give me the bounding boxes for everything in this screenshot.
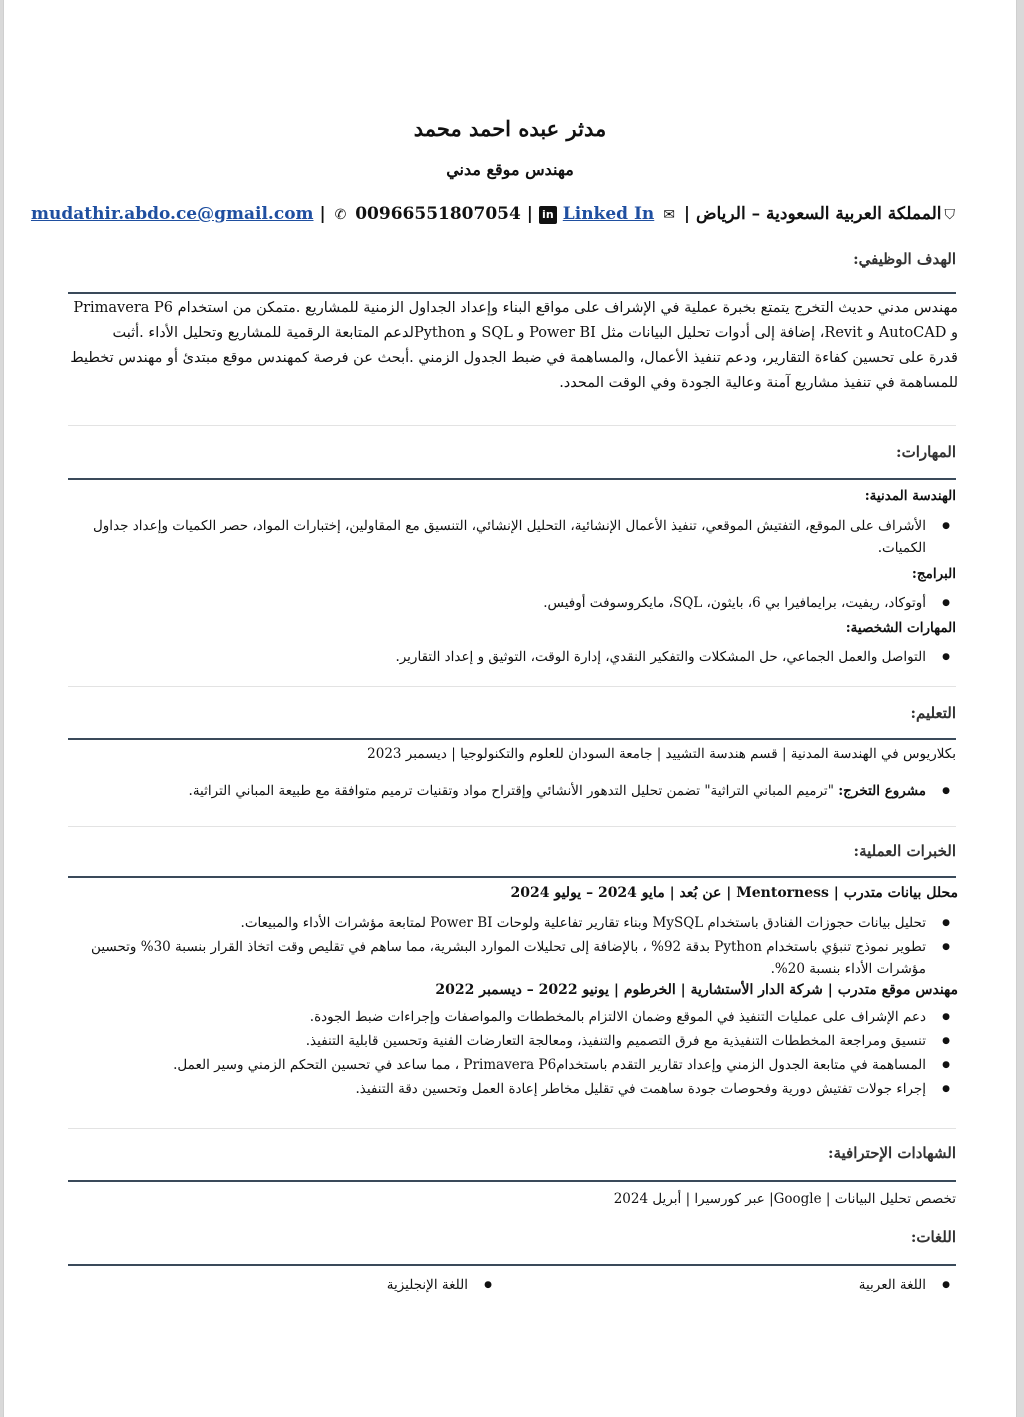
phone-icon: ✆ <box>334 206 347 223</box>
objective-text: مهندس مدني حديث التخرج يتمتع بخبرة عملية في الإشراف على مواقع البناء وإعداد الجداول الزمنية للمشاريع .متمكن من استخدام Primavera P6 و AutoCAD و Revit، إضافة إلى أدوات تحليل البيانات مثل Power BI و SQL و Pythonلدعم المتابعة الرقمية للمشاريع وتحليل الأداء .أثبت قدرة على تحسين كفاءة التقارير، ودعم تنفيذ الأعمال، والمساهمة في ضبط الجدول الزمني .أبحث عن فرصة كمهندس موقع مبتدئ أو مهندس تخطيط للمساهمة في تنفيذ مشاريع آمنة وعالية الجودة وفي الوقت المحدد. <box>70 300 958 391</box>
certifications-heading: الشهادات الإحترافية: <box>827 1144 956 1162</box>
list-item: ● تطوير نموذج تنبؤي باستخدام Python بدقة 92% ، بالإضافة إلى تحليلات الموارد البشرية، مما ساهم في تقليص وقت اتخاذ القرار بنسبة 30% وتحسين مؤشرات الأداء بنسبة 20%. <box>74 936 954 980</box>
divider <box>68 686 956 687</box>
candidate-title: مهندس موقع مدني <box>446 160 574 179</box>
project-text: "ترميم المباني التراثية" تضمن تحليل التدهور الأنشائي وإقتراح مواد وتقنيات ترميم متوافقة مع طبيعة المباني التراثية. <box>188 783 834 799</box>
mail-icon: ✉ <box>663 206 675 223</box>
linkedin-link[interactable]: Linked In <box>562 204 655 224</box>
personal-subheading: المهارات الشخصية: <box>845 620 956 636</box>
experience-heading: الخبرات العملية: <box>853 842 956 860</box>
list-item: ● دعم الإشراف على عمليات التنفيذ في الموقع وضمان الالتزام بالمخططات والمواصفات وإجراءات ضبط الجودة. <box>74 1006 954 1028</box>
list-item: ● تنسيق ومراجعة المخططات التنفيذية مع فرق التصميم والتنفيذ، ومعالجة التعارضات الفنية وتحسين قابلية التنفيذ. <box>74 1030 954 1052</box>
location-icon: ⛉ <box>944 206 955 223</box>
divider <box>68 738 956 740</box>
divider <box>68 292 956 294</box>
certification-item: تخصص تحليل البيانات | Google| عبر كورسيرا | أبريل 2024 <box>613 1191 956 1207</box>
list-item: ● تحليل بيانات حجوزات الفنادق باستخدام MySQL وبناء تقارير تفاعلية ولوحات Power BI لمتابعة مؤشرات الأداء والمبيعات. <box>74 912 954 934</box>
list-item <box>74 780 954 802</box>
divider <box>68 1264 956 1266</box>
list-item: ● الأشراف على الموقع، التفتيش الموقعي، تنفيذ الأعمال الإنشائية، التحليل الإنشائي، التنسيق مع المقاولين، إختبارات المواد، حصر الكميات وإعداد جداول الكميات. <box>74 515 954 559</box>
linkedin-icon: in <box>539 206 557 224</box>
list-item: ● اللغة العربية <box>654 1274 954 1296</box>
project-label: مشروع التخرج: <box>838 783 926 799</box>
list-item: ● إجراء جولات تفتيش دورية وفحوصات جودة ساهمت في تقليل مخاطر إعادة العمل وتحسين دقة التنفيذ. <box>74 1078 954 1100</box>
civil-subheading: الهندسة المدنية: <box>864 488 956 504</box>
list-item: ● أوتوكاد، ريفيت، برايمافيرا بي 6، بايثون، SQL، مايكروسوفت أوفيس. <box>74 592 954 614</box>
job-heading: محلل بيانات متدرب | Mentorness | عن بُعد | مايو 2024 – يوليو 2024 <box>510 885 958 901</box>
objective-heading: الهدف الوظيفي: <box>853 250 956 268</box>
degree-text: بكلاريوس في الهندسة المدنية | قسم هندسة التشييد | جامعة السودان للعلوم والتكنولوجيا | ديسمبر 2023 <box>367 746 956 762</box>
candidate-name: مدثر عبده احمد محمد <box>413 116 607 141</box>
divider <box>68 478 956 480</box>
software-subheading: البرامج: <box>911 566 956 582</box>
email-link[interactable]: mudathir.abdo.ce@gmail.com <box>30 204 314 224</box>
list-item: ● التواصل والعمل الجماعي، حل المشكلات والتفكير النقدي، إدارة الوقت، التوثيق و إعداد التقارير. <box>74 646 954 668</box>
phone-text: 00966551807054 <box>355 204 521 224</box>
divider <box>68 1180 956 1182</box>
divider <box>68 826 956 827</box>
list-item: ● اللغة الإنجليزية <box>196 1274 496 1296</box>
divider <box>68 425 956 426</box>
job-heading: مهندس موقع متدرب | شركة الدار الأستشارية | الخرطوم | يونيو 2022 – ديسمبر 2022 <box>435 982 958 998</box>
divider <box>68 1128 956 1129</box>
education-heading: التعليم: <box>910 704 956 722</box>
list-item: ● المساهمة في متابعة الجدول الزمني وإعداد تقارير التقدم باستخدامPrimavera P6 ، مما ساعد في تحسين التحكم الزمني وسير العمل. <box>74 1054 954 1076</box>
skills-heading: المهارات: <box>896 443 956 461</box>
divider <box>68 876 956 878</box>
resume-page <box>4 0 1016 1417</box>
languages-heading: اللغات: <box>910 1228 956 1246</box>
contact-line: ⛉المملكة العربية السعودية – الرياض | ✉ mudathir.abdo.ce@gmail.com | ✆ 00966551807054 | in Linked In <box>30 204 955 224</box>
location-text: المملكة العربية السعودية – الرياض <box>695 204 942 224</box>
